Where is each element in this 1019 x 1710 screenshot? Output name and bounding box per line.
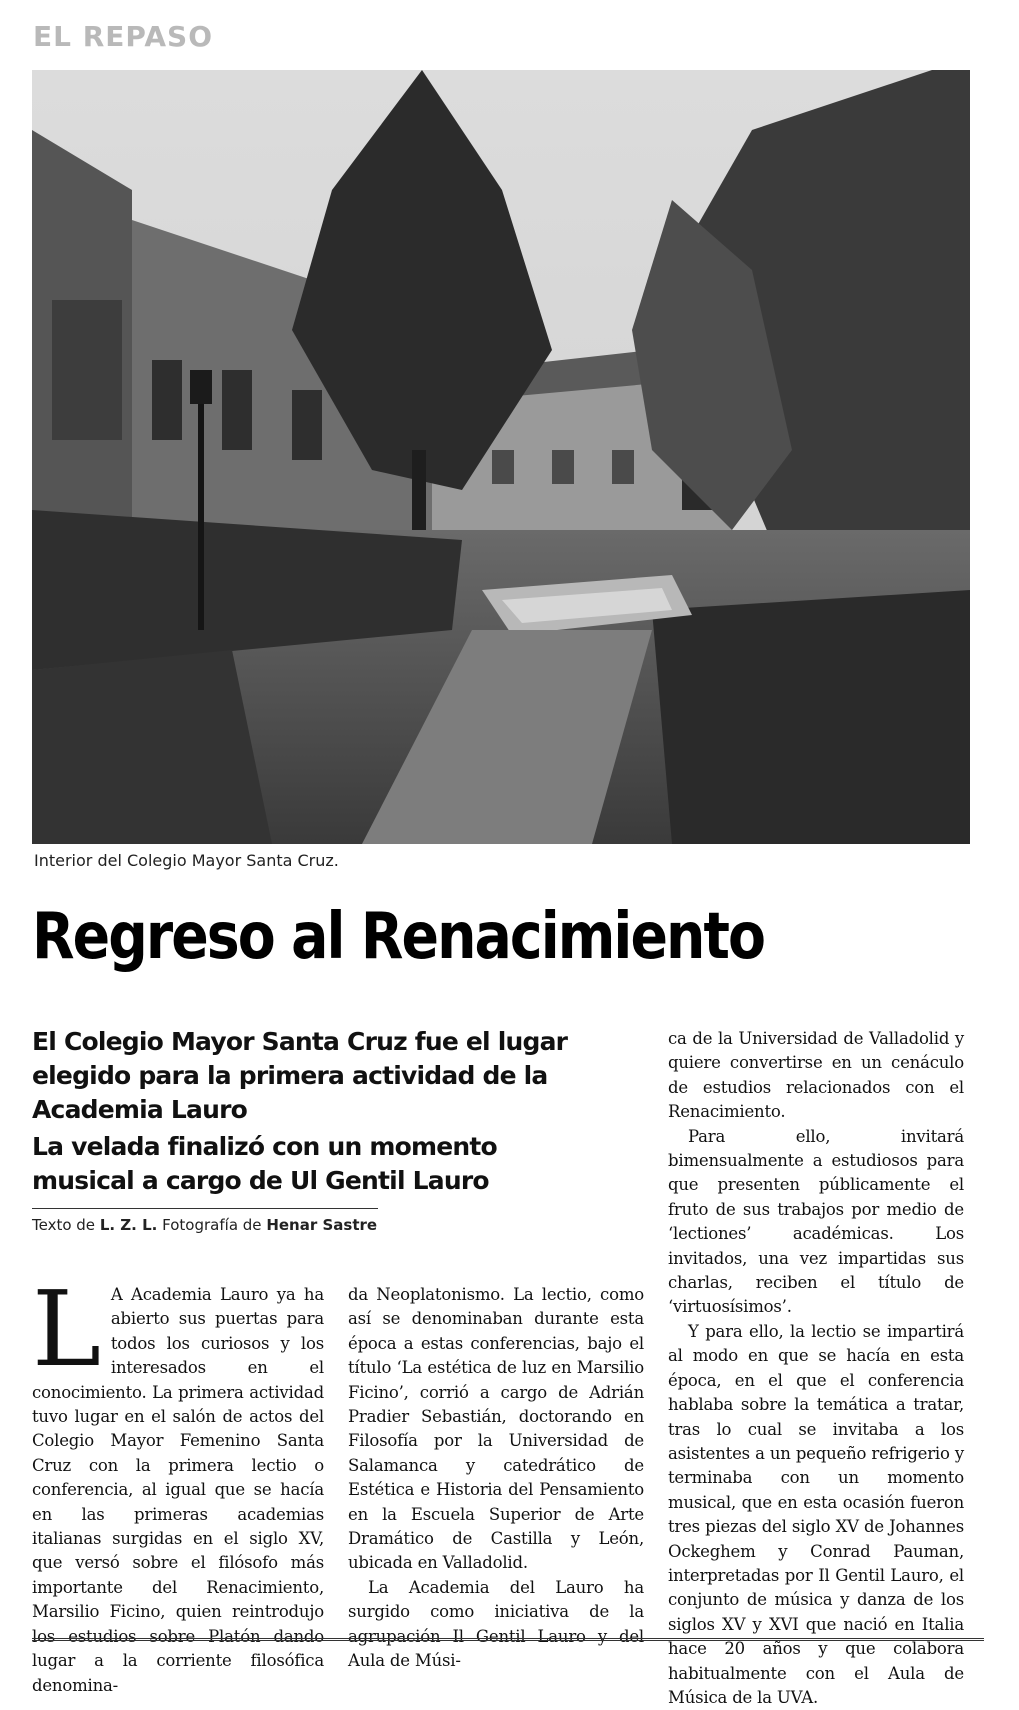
body-column-3	[668, 1027, 964, 1710]
page-bottom-rule	[32, 1638, 984, 1641]
body-paragraph: A Academia Lauro ya ha abierto sus puertas para todos los curiosos y los interesados en el conocimiento. La primera actividad tuvo lugar en el salón de actos del Colegio Mayor Femenino Santa Cruz con la primera lectio o conferencia, al igual que se hacía en las primeras academias italianas surgidas en el siglo XV, que versó sobre el filósofo más importante del Renacimiento, Marsilio Ficino, quien reintrodujo los estudios sobre Platón dando lugar a la corriente filosófica denomina-	[32, 1285, 324, 1695]
courtyard-illustration	[32, 70, 970, 844]
headline: Regreso al Renacimiento	[32, 900, 765, 974]
photo-author: Henar Sastre	[266, 1216, 378, 1234]
secondary-deck: La velada finalizó con un momento musical a cargo de Ul Gentil Lauro	[32, 1132, 497, 1195]
photo-caption: Interior del Colegio Mayor Santa Cruz.	[34, 851, 339, 870]
body-paragraph: ca de la Universidad de Valladolid y quiere convertirse en un cenáculo de estudios relacionados con el Renacimiento.	[668, 1029, 964, 1122]
credits-divider	[32, 1208, 378, 1209]
body-paragraph: Para ello, invitará bimensualmente a estudiosos para que presenten públicamente el fruto de sus trabajos por medio de ‘lectiones’ académicas. Los invitados, una vez impartidas sus charlas, reciben el título de ‘virtuosísimos’.	[668, 1126, 964, 1317]
body-paragraph: La Academia del Lauro ha surgido como iniciativa de la agrupación Il Gentil Lauro y del Aula de Músi-	[348, 1577, 644, 1671]
photo-credit-label: Fotografía de	[162, 1216, 262, 1234]
body-paragraph: da Neoplatonismo. La lectio, como así se denominaban durante esta época a estas conferencias, bajo el título ‘La estética de luz en Marsilio Ficino’, corrió a cargo de Adrián Pradier Sebastián, doctorando en Filosofía por la Universidad de Salamanca y catedrático de Estética e Historia del Pensamiento en la Escuela Superior de Arte Dramático de Castilla y León, ubicada en Valladolid.	[348, 1285, 644, 1573]
deck: El Colegio Mayor Santa Cruz fue el lugar elegido para la primera actividad de la Academia Lauro	[32, 1027, 568, 1124]
text-credit-label: Texto de	[32, 1216, 96, 1234]
body-column-1	[32, 1268, 324, 1698]
body-column-2	[348, 1283, 644, 1674]
body-paragraph: Y para ello, la lectio se impartirá al modo en que se hacía en esta época, en el que el conferencia hablaba sobre la temática a tratar, tras lo cual se invitaba a los asistentes a un pequeño refrigerio y terminaba con un momento musical, que en esta ocasión fueron tres piezas del siglo XV de Johannes Ockeghem y Conrad Pauman, interpretadas por Il Gentil Lauro, el conjunto de música y danza de los siglos XV y XVI que nació en Italia hace 20 años y que colabora habitualmente con el Aula de Música de la UVA.	[668, 1321, 964, 1707]
drop-cap: L	[32, 1268, 101, 1390]
article-photo	[32, 70, 970, 844]
text-author: L. Z. L.	[99, 1216, 158, 1234]
byline	[32, 1216, 377, 1234]
section-tag: EL REPASO	[33, 20, 213, 53]
